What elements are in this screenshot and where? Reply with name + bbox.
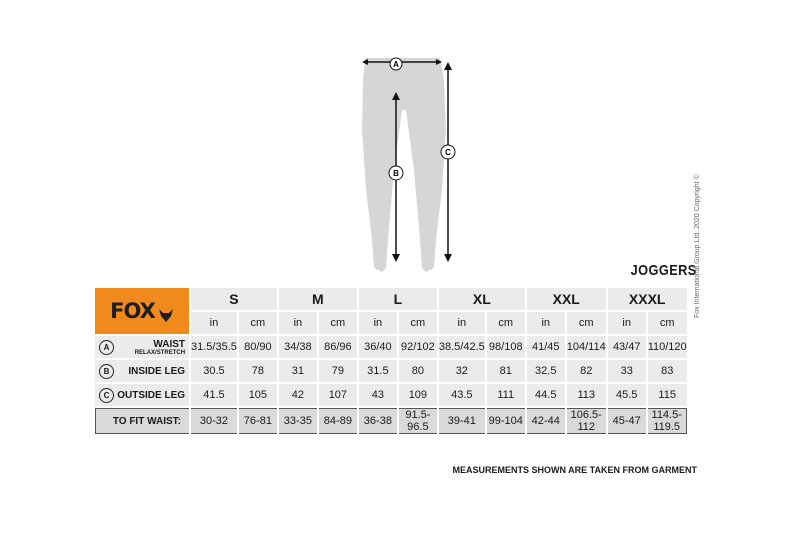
table-cell: 113: [567, 384, 606, 406]
table-cell: 86/96: [319, 336, 357, 358]
marker-c-text: C: [445, 148, 451, 157]
table-cell: 31.5/35.5: [191, 336, 237, 358]
table-cell: 110/120: [648, 336, 687, 358]
unit-cm: cm: [567, 312, 606, 334]
table-cell: 109: [399, 384, 437, 406]
unit-cm: cm: [319, 312, 357, 334]
outside-leg-label-cell: [95, 384, 189, 406]
size-xxl: XXL: [527, 288, 606, 310]
waist-row: [95, 336, 687, 358]
table-cell: 78: [239, 360, 277, 382]
fit-waist-label: TO FIT WAIST:: [95, 408, 189, 434]
size-s: S: [191, 288, 277, 310]
table-cell: 80/90: [239, 336, 277, 358]
table-cell: 34/38: [279, 336, 317, 358]
size-l: L: [359, 288, 437, 310]
fox-head-icon: [158, 307, 174, 323]
marker-c: C: [99, 388, 114, 403]
unit-cm: cm: [487, 312, 525, 334]
table-cell: 30-32: [191, 408, 237, 434]
product-title: JOGGERS: [630, 262, 697, 279]
size-xxxl: XXXL: [608, 288, 687, 310]
table-cell: 83: [648, 360, 687, 382]
brand-logo: [95, 288, 189, 334]
unit-cm: cm: [239, 312, 277, 334]
inside-leg-row: [95, 360, 687, 382]
table-cell: 104/114: [567, 336, 606, 358]
fit-waist-row: [95, 408, 687, 434]
table-cell: 38.5/42.5: [439, 336, 485, 358]
table-cell: 84-89: [319, 408, 357, 434]
table-cell: 80: [399, 360, 437, 382]
trousers-diagram: [330, 40, 470, 280]
size-xl: XL: [439, 288, 525, 310]
marker-b-text: B: [393, 169, 399, 178]
table-cell: 107: [319, 384, 357, 406]
table-cell: 36-38: [359, 408, 397, 434]
unit-cm: cm: [648, 312, 687, 334]
table-cell: 31.5: [359, 360, 397, 382]
outside-leg-label: OUTSIDE LEG: [117, 389, 186, 401]
table-cell: 79: [319, 360, 357, 382]
marker-a-text: A: [393, 60, 399, 69]
waist-label-cell: [95, 336, 189, 358]
unit-in: in: [608, 312, 646, 334]
unit-in: in: [359, 312, 397, 334]
table-cell: 41.5: [191, 384, 237, 406]
unit-cm: cm: [399, 312, 437, 334]
measurement-footnote: MEASUREMENTS SHOWN ARE TAKEN FROM GARMENT: [452, 465, 697, 475]
marker-b: B: [99, 364, 114, 379]
table-cell: 43/47: [608, 336, 646, 358]
inside-leg-label: INSIDE LEG: [128, 365, 186, 377]
table-cell: 45.5: [608, 384, 646, 406]
brand-logo-text: FOX: [110, 298, 155, 323]
table-cell: 32.5: [527, 360, 565, 382]
table-cell: 114.5-119.5: [648, 408, 687, 434]
table-cell: 43.5: [439, 384, 485, 406]
table-cell: 82: [567, 360, 606, 382]
table-cell: 105: [239, 384, 277, 406]
size-header-row: [95, 288, 687, 310]
size-m: M: [279, 288, 357, 310]
table-cell: 43: [359, 384, 397, 406]
table-cell: 99-104: [487, 408, 525, 434]
table-cell: 45-47: [608, 408, 646, 434]
waist-sublabel: RELAX/STRETCH: [134, 349, 186, 356]
table-cell: 92/102: [399, 336, 437, 358]
marker-a: A: [99, 340, 114, 355]
table-cell: 115: [648, 384, 687, 406]
table-cell: 111: [487, 384, 525, 406]
table-cell: 41/45: [527, 336, 565, 358]
table-cell: 33-35: [279, 408, 317, 434]
copyright-notice: Fox International Group Ltd. 2020 Copyright ©: [694, 174, 701, 318]
table-cell: 31: [279, 360, 317, 382]
table-cell: 32: [439, 360, 485, 382]
unit-in: in: [527, 312, 565, 334]
table-cell: 30.5: [191, 360, 237, 382]
table-cell: 44.5: [527, 384, 565, 406]
trousers-silhouette: [362, 58, 446, 272]
table-cell: 98/108: [487, 336, 525, 358]
inside-leg-label-cell: [95, 360, 189, 382]
table-cell: 39-41: [439, 408, 485, 434]
size-chart-table: [93, 286, 689, 436]
table-cell: 42: [279, 384, 317, 406]
table-cell: 81: [487, 360, 525, 382]
table-cell: 91.5-96.5: [399, 408, 437, 434]
outside-leg-row: [95, 384, 687, 406]
table-cell: 33: [608, 360, 646, 382]
unit-in: in: [191, 312, 237, 334]
waist-label: WAIST: [153, 338, 186, 350]
table-cell: 76-81: [239, 408, 277, 434]
table-cell: 42-44: [527, 408, 565, 434]
unit-in: in: [439, 312, 485, 334]
unit-in: in: [279, 312, 317, 334]
table-cell: 106.5-112: [567, 408, 606, 434]
table-cell: 36/40: [359, 336, 397, 358]
